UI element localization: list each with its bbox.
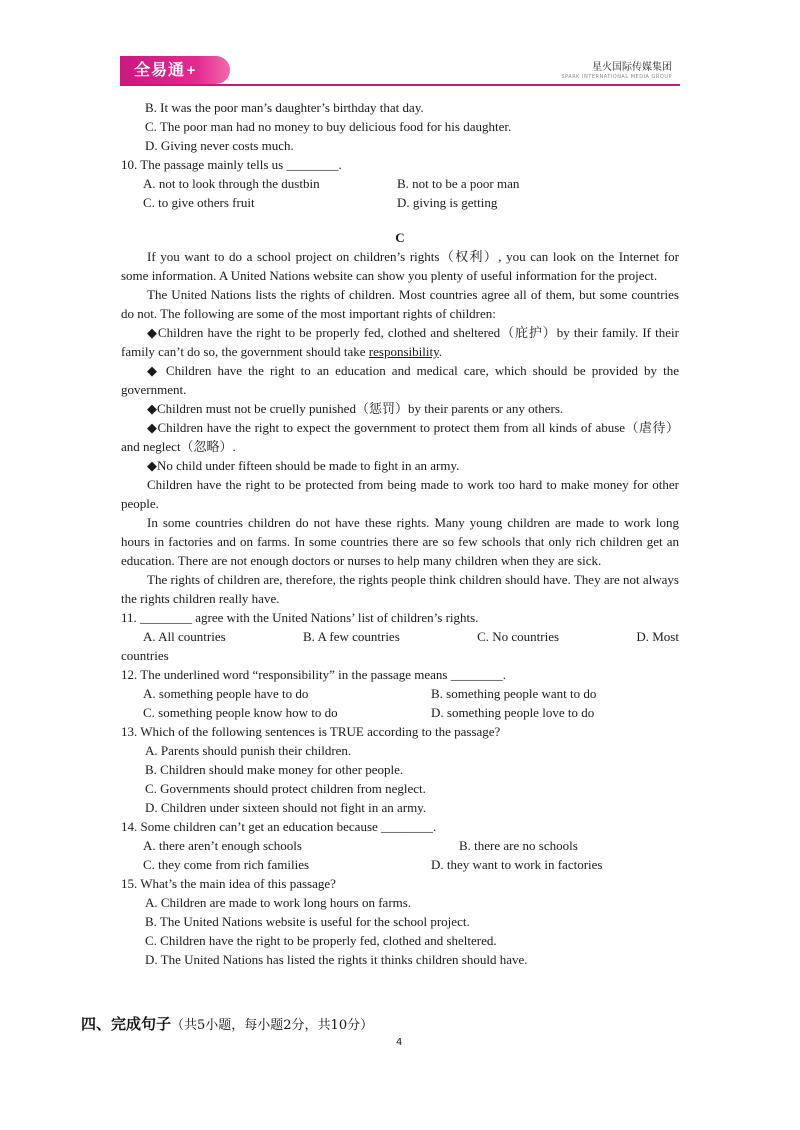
publisher-name: 星火国际传媒集团 SPARK INTERNATIONAL MEDIA GROUP bbox=[561, 62, 672, 80]
publisher-subtitle: SPARK INTERNATIONAL MEDIA GROUP bbox=[561, 74, 672, 80]
passage-bullet-1: ◆Children have the right to be properly fed, clothed and sheltered（庇护）by their family. If their family can’t do so, the government should take responsibility. bbox=[121, 325, 679, 359]
q13-stem: 13. Which of the following sentences is TRUE according to the passage? bbox=[121, 724, 501, 739]
q15-option-b: B. The United Nations website is useful for the school project. bbox=[145, 914, 470, 929]
section-note: （共5小题，每小题2分，共10分） bbox=[171, 1018, 374, 1033]
passage-paragraph-4: In some countries children do not have these rights. Many young children are made to work long hours in factories and on farms. In some countries there are so few schools that only rich children get an education. There are not enough doctors or nurses to help many children when they are sick. bbox=[121, 515, 679, 568]
q12-stem: 12. The underlined word “responsibility” in the passage means ________. bbox=[121, 667, 506, 682]
q14-options-row2 bbox=[121, 855, 679, 874]
q9-option-b: B. It was the poor man’s daughter’s birthday that day. bbox=[145, 100, 424, 115]
q10-option-a: A. not to look through the dustbin bbox=[143, 176, 320, 191]
section-heading: 四、完成句子（共5小题，每小题2分，共10分） bbox=[81, 1015, 374, 1033]
q12-option-d: D. something people love to do bbox=[431, 705, 595, 720]
q11-option-c: C. No countries bbox=[477, 629, 560, 644]
q13-option-a: A. Parents should punish their children. bbox=[145, 743, 352, 758]
q10-option-d: D. giving is getting bbox=[397, 195, 498, 210]
passage-bullet-4: ◆Children have the right to expect the government to protect them from all kinds of abuse（虐待）and neglect（忽略）. bbox=[121, 420, 679, 454]
q12-options-row1 bbox=[121, 684, 679, 703]
passage-bullet-2: ◆ Children have the right to an education and medical care, which should be provided by the government. bbox=[121, 363, 679, 397]
passage-paragraph-5: The rights of children are, therefore, the rights people think children should have. They are not always the rights children really have. bbox=[121, 572, 679, 606]
q11-option-a: A. All countries bbox=[143, 629, 226, 644]
q14-option-c: C. they come from rich families bbox=[143, 857, 310, 872]
passage-bullet-5: ◆No child under fifteen should be made to fight in an army. bbox=[147, 458, 460, 473]
q15-stem: 15. What’s the main idea of this passage? bbox=[121, 876, 336, 891]
q14-option-d: D. they want to work in factories bbox=[431, 857, 603, 872]
q13-option-c: C. Governments should protect children from neglect. bbox=[145, 781, 426, 796]
q10-options-row2 bbox=[121, 193, 679, 212]
q12-options-row2 bbox=[121, 703, 679, 722]
q10-stem: 10. The passage mainly tells us ________. bbox=[121, 157, 342, 172]
header-rule bbox=[120, 84, 680, 86]
passage-bullet-3: ◆Children must not be cruelly punished（惩罚）by their parents or any others. bbox=[147, 401, 564, 416]
q12-option-b: B. something people want to do bbox=[431, 686, 597, 701]
passage-paragraph-1: If you want to do a school project on children’s rights（权利）, you can look on the Internet for some information. A United Nations website can show you plenty of useful information for the project. bbox=[121, 249, 679, 283]
q15-option-a: A. Children are made to work long hours on farms. bbox=[145, 895, 412, 910]
q14-options-row1 bbox=[121, 836, 679, 855]
q14-option-b: B. there are no schools bbox=[459, 838, 578, 853]
q10-option-c: C. to give others fruit bbox=[143, 195, 255, 210]
q11-option-d-continued: countries bbox=[121, 648, 169, 663]
brand-logo: 全易通+ bbox=[120, 56, 230, 84]
page-number: 4 bbox=[396, 1037, 403, 1048]
passage-paragraph-2: The United Nations lists the rights of children. Most countries agree all of them, but some countries do not. The following are some of the most important rights of children: bbox=[121, 287, 679, 321]
q11-option-d: D. Most bbox=[636, 629, 679, 644]
q9-option-d: D. Giving never costs much. bbox=[145, 138, 294, 153]
q14-stem: 14. Some children can’t get an education because ________. bbox=[121, 819, 437, 834]
q15-option-c: C. Children have the right to be properly fed, clothed and sheltered. bbox=[145, 933, 497, 948]
passage-paragraph-3: Children have the right to be protected from being made to work too hard to make money for other people. bbox=[121, 477, 679, 511]
q13-option-b: B. Children should make money for other people. bbox=[145, 762, 404, 777]
q15-option-d: D. The United Nations has listed the rights it thinks children should have. bbox=[145, 952, 528, 967]
q11-stem: 11. ________ agree with the United Nations’ list of children’s rights. bbox=[121, 610, 479, 625]
q10-options-row1 bbox=[121, 174, 679, 193]
q9-option-c: C. The poor man had no money to buy delicious food for his daughter. bbox=[145, 119, 512, 134]
q12-option-a: A. something people have to do bbox=[143, 686, 309, 701]
q11-option-b: B. A few countries bbox=[303, 629, 400, 644]
passage-heading: C bbox=[395, 230, 405, 245]
q11-options bbox=[121, 627, 679, 646]
q13-option-d: D. Children under sixteen should not fight in an army. bbox=[145, 800, 427, 815]
underlined-word: responsibility bbox=[368, 344, 439, 359]
q12-option-c: C. something people know how to do bbox=[143, 705, 338, 720]
q14-option-a: A. there aren’t enough schools bbox=[143, 838, 302, 853]
q10-option-b: B. not to be a poor man bbox=[397, 176, 520, 191]
page-content bbox=[121, 98, 679, 969]
